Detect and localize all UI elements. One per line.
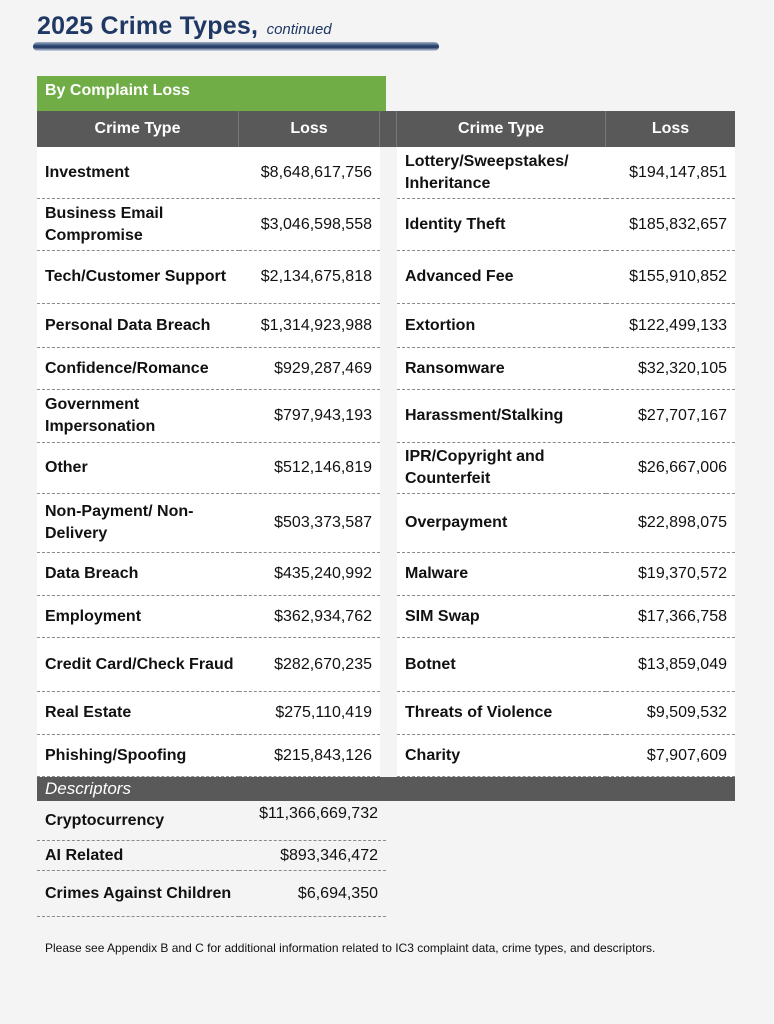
- left-loss-value: $3,046,598,558: [239, 199, 380, 251]
- right-crime-name: Threats of Violence: [397, 692, 606, 735]
- left-loss-value: $1,314,923,988: [239, 304, 380, 348]
- table-row: [37, 494, 735, 553]
- descriptors-header: Descriptors: [37, 777, 735, 801]
- right-crime-name: Advanced Fee: [397, 251, 606, 304]
- right-loss-value: $13,859,049: [606, 638, 735, 692]
- descriptor-loss-value: $893,346,472: [239, 841, 386, 871]
- left-crime-name: Tech/Customer Support: [37, 251, 239, 304]
- right-crime-name: Ransomware: [397, 348, 606, 390]
- left-crime-name: Phishing/Spoofing: [37, 735, 239, 777]
- row-gap: [380, 199, 397, 251]
- table-row: [37, 553, 735, 596]
- row-gap: [380, 147, 397, 199]
- left-crime-name: Investment: [37, 147, 239, 199]
- header-crime-type-left: Crime Type: [37, 111, 239, 147]
- right-crime-name: Overpayment: [397, 494, 606, 553]
- descriptor-loss-value: $6,694,350: [239, 871, 386, 917]
- table-row: [37, 638, 735, 692]
- table-header: [37, 111, 735, 147]
- left-loss-value: $275,110,419: [239, 692, 380, 735]
- left-crime-name: Data Breach: [37, 553, 239, 596]
- left-crime-name: Business Email Compromise: [37, 199, 239, 251]
- title-underline-bar: [33, 42, 439, 51]
- header-loss-left: Loss: [239, 111, 380, 147]
- left-crime-name: Real Estate: [37, 692, 239, 735]
- title-main: 2025 Crime Types,: [37, 12, 259, 40]
- footnote: Please see Appendix B and C for additional information related to IC3 complaint data, crime types, and descriptors.: [45, 941, 656, 955]
- table-row: [37, 390, 735, 443]
- left-loss-value: $929,287,469: [239, 348, 380, 390]
- right-loss-value: $27,707,167: [606, 390, 735, 443]
- row-gap: [380, 735, 397, 777]
- right-loss-value: $32,320,105: [606, 348, 735, 390]
- right-loss-value: $19,370,572: [606, 553, 735, 596]
- right-loss-value: $17,366,758: [606, 596, 735, 638]
- row-gap: [380, 443, 397, 494]
- right-loss-value: $122,499,133: [606, 304, 735, 348]
- right-loss-value: $185,832,657: [606, 199, 735, 251]
- left-loss-value: $503,373,587: [239, 494, 380, 553]
- table-row: [37, 443, 735, 494]
- left-crime-name: Confidence/Romance: [37, 348, 239, 390]
- left-loss-value: $8,648,617,756: [239, 147, 380, 199]
- descriptor-name: AI Related: [37, 841, 239, 871]
- left-loss-value: $282,670,235: [239, 638, 380, 692]
- header-loss-right: Loss: [651, 120, 690, 137]
- header-gap: [380, 111, 397, 147]
- right-crime-name: Lottery/Sweepstakes/ Inheritance: [397, 147, 606, 199]
- left-crime-name: Personal Data Breach: [37, 304, 239, 348]
- right-loss-value: $7,907,609: [606, 735, 735, 777]
- right-crime-name: Identity Theft: [397, 199, 606, 251]
- descriptor-row: [37, 871, 386, 917]
- right-loss-value: $9,509,532: [606, 692, 735, 735]
- left-crime-name: Government Impersonation: [37, 390, 239, 443]
- page-title: [37, 12, 332, 41]
- descriptor-row: [37, 841, 386, 871]
- table-row: [37, 596, 735, 638]
- row-gap: [380, 692, 397, 735]
- left-loss-value: $362,934,762: [239, 596, 380, 638]
- table-row: [37, 251, 735, 304]
- right-crime-name: Malware: [397, 553, 606, 596]
- table-row: [37, 199, 735, 251]
- left-loss-value: $797,943,193: [239, 390, 380, 443]
- left-loss-value: $215,843,126: [239, 735, 380, 777]
- left-loss-value: $2,134,675,818: [239, 251, 380, 304]
- left-crime-name: Non-Payment/ Non-Delivery: [37, 494, 239, 553]
- left-crime-name: Credit Card/Check Fraud: [37, 638, 239, 692]
- section-label: By Complaint Loss: [37, 76, 386, 111]
- row-gap: [380, 553, 397, 596]
- row-gap: [380, 390, 397, 443]
- descriptor-row: [37, 801, 386, 841]
- left-loss-value: $512,146,819: [239, 443, 380, 494]
- left-crime-name: Employment: [37, 596, 239, 638]
- right-loss-value: $26,667,006: [606, 443, 735, 494]
- row-gap: [380, 494, 397, 553]
- descriptor-name: Cryptocurrency: [37, 801, 239, 841]
- right-loss-value: $194,147,851: [606, 147, 735, 199]
- left-crime-name: Other: [37, 443, 239, 494]
- title-subtitle: continued: [266, 21, 332, 38]
- right-crime-name: IPR/Copyright and Counterfeit: [397, 443, 606, 494]
- right-crime-name: Extortion: [397, 304, 606, 348]
- right-crime-name: Harassment/Stalking: [397, 390, 606, 443]
- right-crime-name: Botnet: [397, 638, 606, 692]
- header-crime-type-right: Crime Type: [397, 111, 606, 147]
- table-row: [37, 304, 735, 348]
- table-row: [37, 735, 735, 777]
- descriptor-loss-value: $11,366,669,732: [239, 801, 386, 841]
- table-row: [37, 348, 735, 390]
- table-body: [37, 147, 735, 777]
- right-crime-name: Charity: [397, 735, 606, 777]
- table-row: [37, 692, 735, 735]
- descriptor-name: Crimes Against Children: [37, 871, 239, 917]
- row-gap: [380, 596, 397, 638]
- crime-loss-table: [37, 111, 735, 917]
- left-loss-value: $435,240,992: [239, 553, 380, 596]
- row-gap: [380, 304, 397, 348]
- right-crime-name: SIM Swap: [397, 596, 606, 638]
- right-loss-value: $155,910,852: [606, 251, 735, 304]
- row-gap: [380, 348, 397, 390]
- row-gap: [380, 638, 397, 692]
- table-row: [37, 147, 735, 199]
- descriptors-table: [37, 801, 386, 917]
- row-gap: [380, 251, 397, 304]
- right-loss-value: $22,898,075: [606, 494, 735, 553]
